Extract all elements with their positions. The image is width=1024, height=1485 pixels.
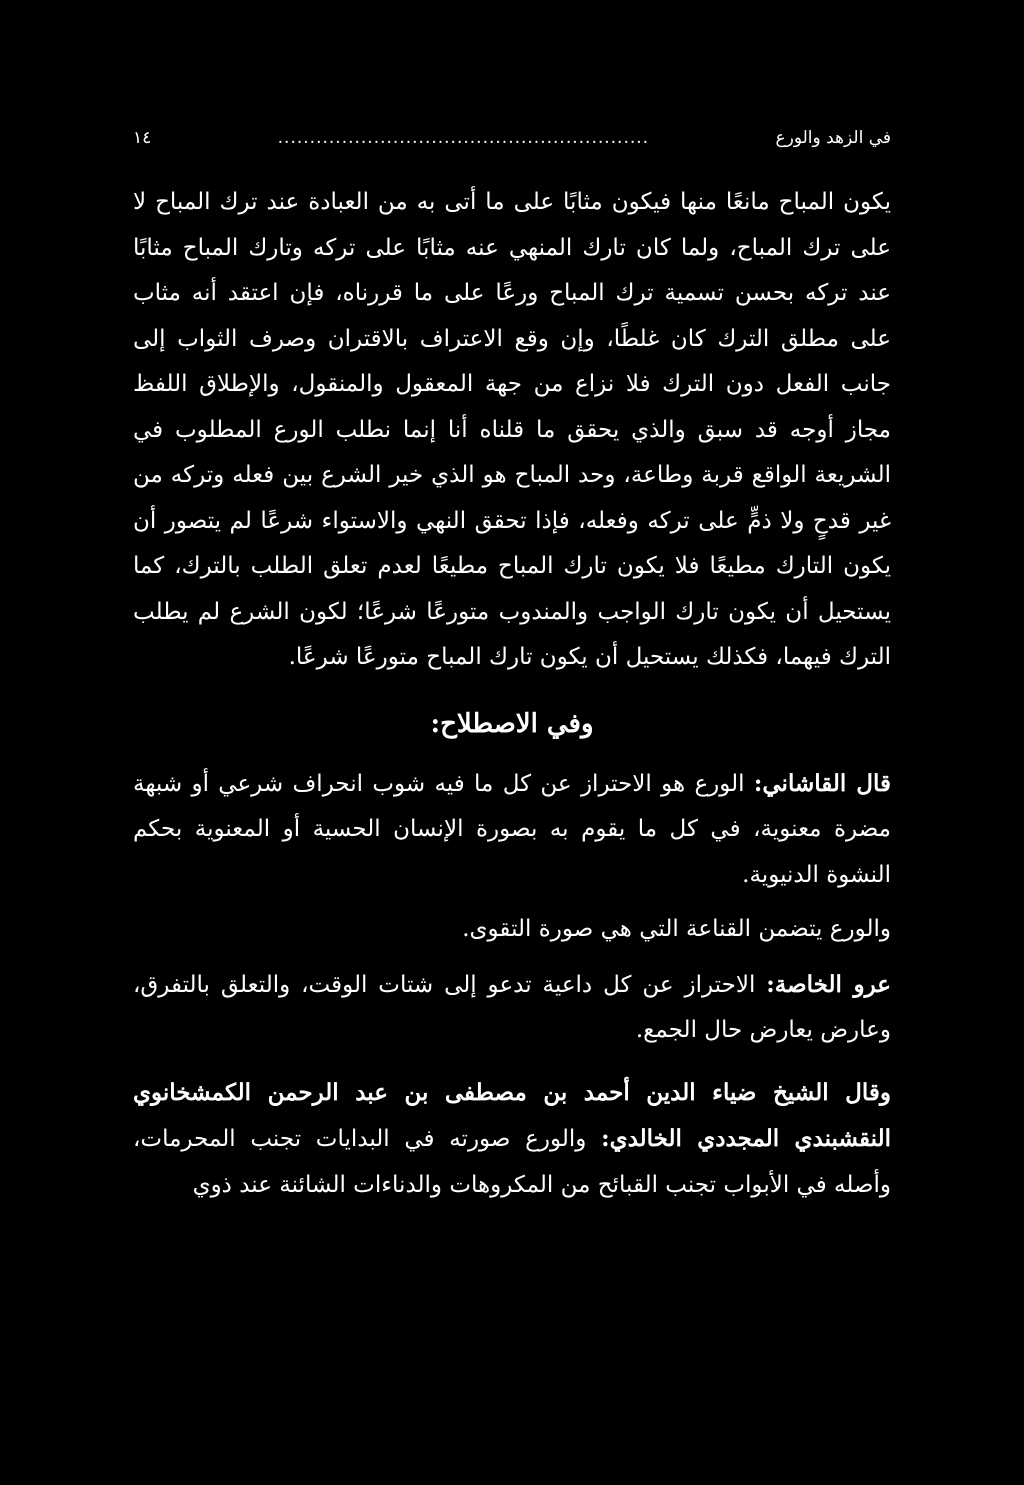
intro-paragraph: يكون المباح مانعًا منها فيكون مثابًا على ما أتى به من العبادة عند ترك المباح لا على ترك المباح، ولما كان تارك المنهي عنه مثابًا على تركه وتارك المباح مثابًا عند تركه بحسن تسمية ترك المباح ورعًا على ما قررناه، فإن اعتقد أنه مثاب على مطلق الترك كان غلطًا، وإن وقع الاعتراف بالاقتران وصرف الثواب إلى جانب الفعل دون الترك فلا نزاع من جهة المعقول والمنقول، والإطلاق اللفظ مجاز أوجه قد سبق والذي يحقق ما قلناه أنا إنما نطلب الورع المطلوب في الشريعة الواقع قربة وطاعة، وحد المباح هو الذي خير الشرع بين فعله وتركه من غير قدحٍ ولا ذمٍّ على تركه وفعله، فإذا تحقق النهي والاستواء شرعًا لم يتصور أن يكون التارك مطيعًا فلا يكون تارك المباح مطيعًا لعدم تعلق الطلب بالترك، كما يستحيل أن يكون تارك الواجب والمندوب متورعًا شرعًا؛ لكون الشرع لم يطلب الترك فيهما، فكذلك يستحيل أن يكون تارك المباح متورعًا شرعًا. — [133, 189, 891, 670]
header-leader-dots: .......................................................... — [277, 128, 650, 148]
definition-paragraph-khassa — [133, 962, 891, 1054]
definition-paragraph-qanaa — [133, 907, 891, 953]
definition-text: والورع صورته في البدايات تجنب المحرمات، وأصله في الأبواب تجنب القبائح من المكروهات والدناءات الشائنة عند ذوي — [133, 1126, 891, 1198]
section-heading: وفي الاصطلاح: — [430, 708, 594, 739]
definition-text: الاحتراز عن كل داعية تدعو إلى شتات الوقت، والتعلق بالتفرق، وعارض يعارض حال الجمع. — [133, 971, 891, 1043]
definition-term: وقال الشيخ ضياء الدين أحمد بن مصطفى بن عبد الرحمن الكمشخانوي النقشبندي المجددي الخالدي: — [133, 1078, 891, 1152]
definition-paragraph-qashani — [133, 761, 891, 899]
chapter-title: في الزهد والورع — [775, 128, 891, 148]
definition-text: والورع يتضمن القناعة التي هي صورة التقوى. — [462, 916, 891, 942]
page-number: ١٤ — [133, 128, 152, 148]
definition-paragraph-gumushkhanawi — [133, 1070, 891, 1209]
book-page — [133, 128, 891, 1368]
definition-term: قال القاشاني: — [753, 769, 892, 797]
definition-text: الورع هو الاحتراز عن كل ما فيه شوب انحراف شرعي أو شبهة مضرة معنوية، في كل ما يقوم به بصورة الإنسان الحسية أو المعنوية بحكم النشوة الدنيوية. — [133, 770, 891, 888]
running-header — [133, 128, 891, 168]
definition-term: عرو الخاصة: — [766, 970, 891, 998]
